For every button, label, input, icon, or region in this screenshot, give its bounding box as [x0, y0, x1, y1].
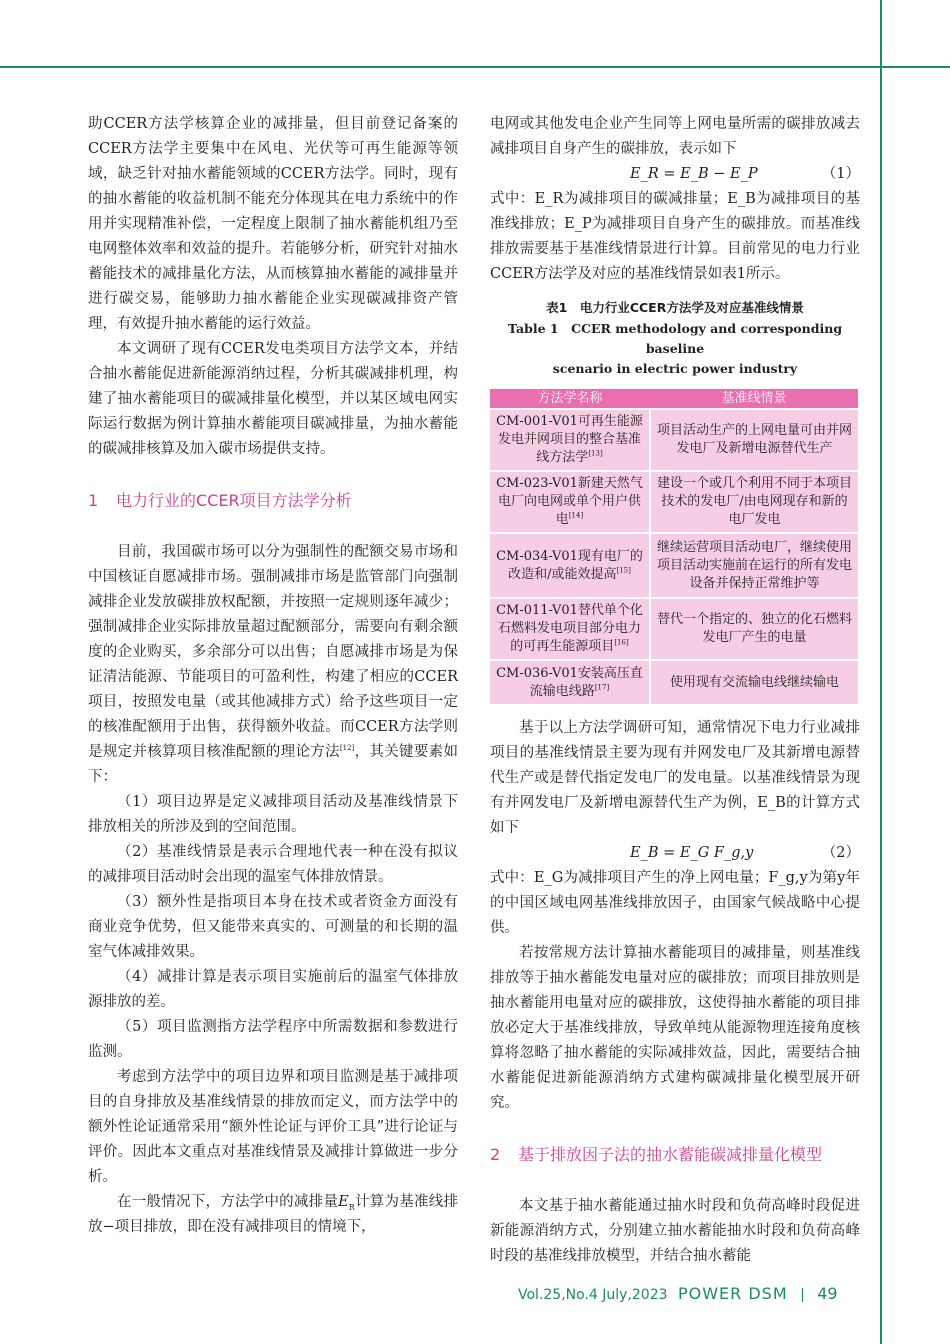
equation-expression: E_B = E_G F_g,y	[630, 845, 754, 861]
footer-separator: |	[800, 1287, 805, 1303]
paragraph: 电网或其他发电企业产生同等上网电量所需的碳排放减去减排项目自身产生的碳排放，表示如下	[490, 116, 860, 157]
list-item: （2）基准线情景是表示合理地代表一种在没有拟议的减排项目活动时会出现的温室气体排放情景。	[88, 844, 458, 885]
list-item: （4）减排计算是表示项目实施前后的温室气体排放源排放的差。	[88, 969, 458, 1010]
method-cell: CM-001-V01可再生能源发电并网项目的整合基准线方法学[13]	[490, 409, 650, 471]
method-cell: CM-023-V01新建天然气电厂向电网或单个用户供电[14]	[490, 471, 650, 533]
section-title: 电力行业的CCER项目方法学分析	[116, 491, 352, 510]
paragraph: 助CCER方法学核算企业的减排量，但目前登记备案的CCER方法学主要集中在风电、光伏等可再生能源等领域，缺乏针对抽水蓄能领域的CCER方法学。同时，现有的抽水蓄能的收益机制不能充分体现其在电力系统中的作用并实现精准补偿，一定程度上限制了抽水蓄能机组乃至电网整体效率和效益的提升。若能够分析，研究针对抽水蓄能技术的减排量化方法，从而核算抽水蓄能的减排量并进行碳交易，能够助力抽水蓄能企业实现碳减排资产管理，有效提升抽水蓄能的运行效益。	[88, 116, 458, 332]
table-row	[490, 598, 858, 660]
table-caption-en: Table 1 CCER methodology and corresponding baseline	[507, 321, 843, 356]
journal-name: POWER DSM	[677, 1284, 788, 1303]
margin-rule	[880, 0, 882, 1344]
baseline-cell: 使用现有交流输电线继续输电	[650, 660, 858, 704]
paragraph: 若按常规方法计算抽水蓄能项目的减排量，则基准线排放等于抽水蓄能发电量对应的碳排放；而项目排放则是抽水蓄能用电量对应的碳排放，这使得抽水蓄能的项目排放必定大于基准线排放，导致单纯从能源物理连接角度核算将忽略了抽水蓄能的实际减排效益，因此，需要结合抽水蓄能促进新能源消纳方式建构碳减排量化模型展开研究。	[490, 945, 860, 1111]
section-heading-2	[490, 1142, 860, 1168]
table-header-row	[490, 389, 858, 409]
citation: [12]	[339, 744, 355, 753]
equation-1	[490, 162, 860, 187]
paragraph: 基于以上方法学调研可知，通常情况下电力行业减排项目的基准线情景主要为现有并网发电厂及其新增电源替代生产或是替代指定发电厂的发电量。以基准线情景为现有并网发电厂及新增电源替代生产为例，E_B的计算方式如下	[490, 720, 860, 836]
table-caption-en: scenario in electric power industry	[552, 361, 798, 376]
page-footer	[518, 1284, 838, 1303]
paragraph: 在一般情况下，方法学中的减排量$E_R$计算为基准线排放−项目排放，即在没有减排项目的情境下，	[88, 1194, 459, 1235]
table-caption-cn: 表1 电力行业CCER方法学及对应基准线情景	[546, 300, 804, 315]
paragraph: 式中：E_R为减排项目的碳减排量；E_B为减排项目的基准线排放；E_P为减排项目自身产生的碳排放。而基准线排放需要基于基准线情景进行计算。目前常见的电力行业CCER方法学及对应的基准线情景如表1所示。	[490, 191, 860, 282]
section-title: 基于排放因子法的抽水蓄能碳减排量化模型	[518, 1145, 823, 1164]
paragraph: 目前，我国碳市场可以分为强制性的配额交易市场和中国核证自愿减排市场。强制减排市场是监管部门向强制减排企业发放碳排放权配额，并按照一定规则逐年减少；强制减排企业实际排放量超过配额部分，需要向有剩余额度的企业购买，多余部分可以出售；自愿减排市场是为保证清洁能源、节能项目的可盈利性，构建了相应的CCER项目，按照发电量（或其他减排方式）给予这些项目一定的核准配额用于出售，获得额外收益。而CCER方法学则是规定并核算项目核准配额的理论方法[12]，其关键要素如下：	[88, 544, 459, 785]
paragraph: 本文基于抽水蓄能通过抽水时段和负荷高峰时段促进新能源消纳方式，分别建立抽水蓄能抽水时段和负荷高峰时段的基准线排放模型，并结合抽水蓄能	[490, 1198, 860, 1264]
methodology-table	[490, 389, 858, 704]
list-item: （3）额外性是指项目本身在技术或者资金方面没有商业竞争优势，但又能带来真实的、可测量的和长期的温室气体减排效果。	[88, 894, 458, 960]
list-item: （5）项目监测指方法学程序中所需数据和参数进行监测。	[88, 1019, 458, 1060]
page-number: 49	[817, 1284, 838, 1303]
table-row	[490, 533, 858, 598]
section-heading-1	[88, 488, 458, 514]
baseline-cell: 继续运营项目活动电厂，继续使用项目活动实施前在运行的所有发电设备并保持正常维护等	[650, 533, 858, 598]
method-cell: CM-034-V01现有电厂的改造和/或能效提高[15]	[490, 533, 650, 598]
paragraph: 式中：E_G为减排项目产生的净上网电量；F_g,y为第y年的中国区域电网基准线排放因子，由国家气候战略中心提供。	[490, 870, 860, 936]
paragraph: 本文调研了现有CCER发电类项目方法学文本，并结合抽水蓄能促进新能源消纳过程，分析其碳减排机理，构建了抽水蓄能项目的碳减排量化模型，并以某区域电网实际运行数据为例计算抽水蓄能项目碳减排量，为抽水蓄能的碳减排核算及加入碳市场提供支持。	[88, 341, 458, 457]
left-column	[88, 112, 458, 1240]
equation-number: （2）	[821, 845, 860, 861]
issue-info: Vol.25,No.4 July,2023	[518, 1287, 668, 1303]
column-header: 方法学名称	[490, 389, 650, 409]
right-column	[490, 112, 860, 1269]
method-cell: CM-011-V01替代单个化石燃料发电项目部分电力的可再生能源项目[16]	[490, 598, 650, 660]
table-row	[490, 409, 858, 471]
baseline-cell: 替代一个指定的、独立的化石燃料发电厂产生的电量	[650, 598, 858, 660]
equation-expression: E_R = E_B − E_P	[630, 166, 758, 182]
section-number: 1	[88, 491, 99, 510]
equation-number: （1）	[821, 166, 860, 182]
baseline-cell: 建设一个或几个利用不同于本项目技术的发电厂/由电网现存和新的电厂发电	[650, 471, 858, 533]
baseline-cell: 项目活动生产的上网电量可由并网发电厂及新增电源替代生产	[650, 409, 858, 471]
method-cell: CM-036-V01安装高压直流输电线路[17]	[490, 660, 650, 704]
table-row	[490, 660, 858, 704]
equation-2	[490, 841, 860, 866]
paragraph: 考虑到方法学中的项目边界和项目监测是基于减排项目的自身排放及基准线情景的排放而定义，而方法学中的额外性论证通常采用“额外性论证与评价工具”进行论证与评价。因此本文重点对基准线情景及减排计算做进一步分析。	[88, 1069, 458, 1185]
column-header: 基准线情景	[650, 389, 858, 409]
list-item: （1）项目边界是定义减排项目活动及基准线情景下排放相关的所涉及到的空间范围。	[88, 794, 458, 835]
header-rule	[0, 66, 950, 68]
table-row	[490, 471, 858, 533]
section-number: 2	[490, 1145, 501, 1164]
